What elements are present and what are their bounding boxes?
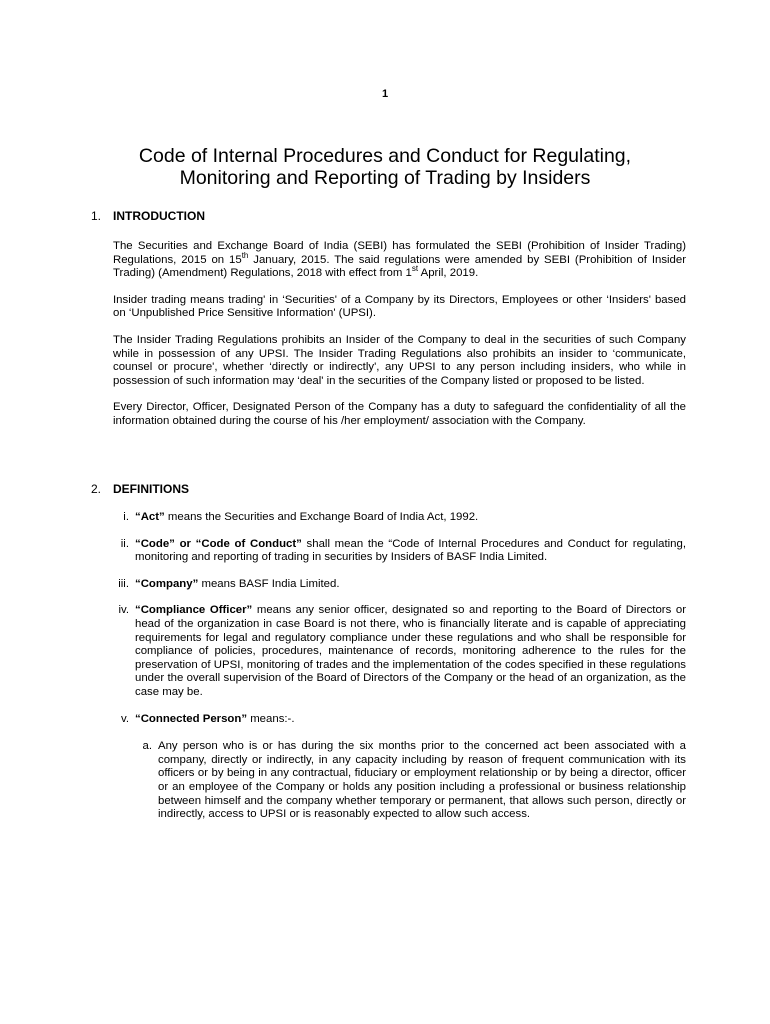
definitions-list: [91, 511, 686, 726]
section-number: 2.: [91, 482, 102, 496]
definition-item: [91, 511, 686, 525]
definition-body: [135, 511, 686, 525]
intro-p1-text-a: The Securities and Exchange Board of India (SEBI) has formulated the SEBI (Prohibition of Insider Trading) Regulations, 2015 on 15: [113, 240, 686, 266]
section-heading-definitions: [91, 482, 686, 496]
definition-item: [91, 604, 686, 699]
section-introduction: [91, 209, 686, 442]
list-marker: a.: [142, 740, 152, 753]
intro-p1-text-c: April, 2019.: [418, 267, 479, 280]
definition-term: “Connected Person”: [135, 712, 248, 725]
section-heading-introduction: [91, 209, 686, 223]
list-marker: v.: [120, 712, 129, 725]
definition-sub-item: [135, 740, 686, 822]
section-title: INTRODUCTION: [113, 209, 205, 223]
definition-term: “Company”: [135, 577, 199, 590]
definition-text: means BASF India Limited.: [198, 577, 340, 590]
definition-item: [91, 538, 686, 565]
definition-text: means any senior officer, designated so and reporting to the Board of Directors or head of the organization in case Board is not there, who is financially literate and is capable of appreciating requirements for legal and regulatory compliance under these regulations and who shall be responsible for compliance of policies, procedures, maintenance of records, monitoring adherence to the rules for the preservation of UPSI, monitoring of trades and the implementation of the codes specified in these regulations under the overall supervision of the Board of Directors of the Company or the head of an organization, as the case may be.: [135, 604, 686, 698]
section-definitions: [91, 482, 686, 822]
intro-paragraph-4: Every Director, Officer, Designated Person of the Company has a duty to safeguard the confidentiality of all the information obtained during the course of his /her employment/ association with the Company.: [113, 401, 686, 427]
intro-paragraph-2: Insider trading means trading' in ‘Securities' of a Company by its Directors, Employees or other ‘Insiders' based on ‘Unpublished Price Sensitive Information' (UPSI).: [113, 293, 686, 320]
page-number: 1: [381, 88, 389, 100]
definition-body: [135, 604, 686, 699]
intro-paragraph-3: The Insider Trading Regulations prohibits an Insider of the Company to deal in the securities of such Company while in possession of any UPSI. The Insider Trading Regulations also prohibits an insider to ‘communicate, counsel or procure', whether ‘directly or indirectly', any UPSI to any person including insiders, who while in possession of such information may ‘deal' in the securities of the Company listed or proposed to be listed.: [113, 333, 686, 387]
title-line-2: Monitoring and Reporting of Trading by Insiders: [179, 167, 591, 189]
definition-term: “Code” or “Code of Conduct”: [135, 537, 302, 550]
definition-item: [91, 578, 686, 592]
definition-term: “Compliance Officer”: [135, 604, 253, 617]
section-number: 1.: [91, 209, 102, 223]
list-marker: iii.: [118, 577, 129, 590]
section-title: DEFINITIONS: [113, 482, 190, 496]
definition-body: [135, 538, 686, 565]
intro-paragraph-1: [113, 240, 686, 281]
definition-text: means the Securities and Exchange Board of India Act, 1992.: [164, 511, 479, 523]
intro-p1-text-b: January, 2015. The said regulations were amended by SEBI (Prohibition of Insider Trading) (Amendment) Regulations, 2018 with effect from 1: [113, 253, 687, 280]
definition-item: [91, 713, 686, 727]
sub-item-text: Any person who is or has during the six months prior to the concerned act been associated with a company, directly or indirectly, in any capacity including by reason of frequent communication with its officers or by being in any contractual, fiduciary or employment relationship or by being a director, officer or an employee of the Company or holds any position including a professional or business relationship between himself and the company whether temporary or permanent, that allows such person, directly or indirectly, access to UPSI or is reasonably expected to allow such access.: [158, 740, 686, 821]
definition-term: “Act”: [135, 511, 165, 523]
definition-body: [135, 713, 686, 727]
list-marker: i.: [123, 511, 129, 523]
ordinal-suffix: th: [241, 250, 249, 260]
title-line-1: Code of Internal Procedures and Conduct for Regulating,: [138, 145, 632, 167]
list-marker: iv.: [118, 604, 129, 617]
list-marker: ii.: [120, 537, 129, 550]
document-title: [60, 145, 710, 189]
definition-text: means:-.: [247, 712, 295, 725]
ordinal-suffix: st: [411, 264, 419, 274]
definition-body: [135, 578, 686, 592]
definition-text: shall mean the “Code of Internal Procedures and Conduct for regulating, monitoring and reporting of trading in securities by Insiders of BASF India Limited.: [135, 537, 686, 564]
